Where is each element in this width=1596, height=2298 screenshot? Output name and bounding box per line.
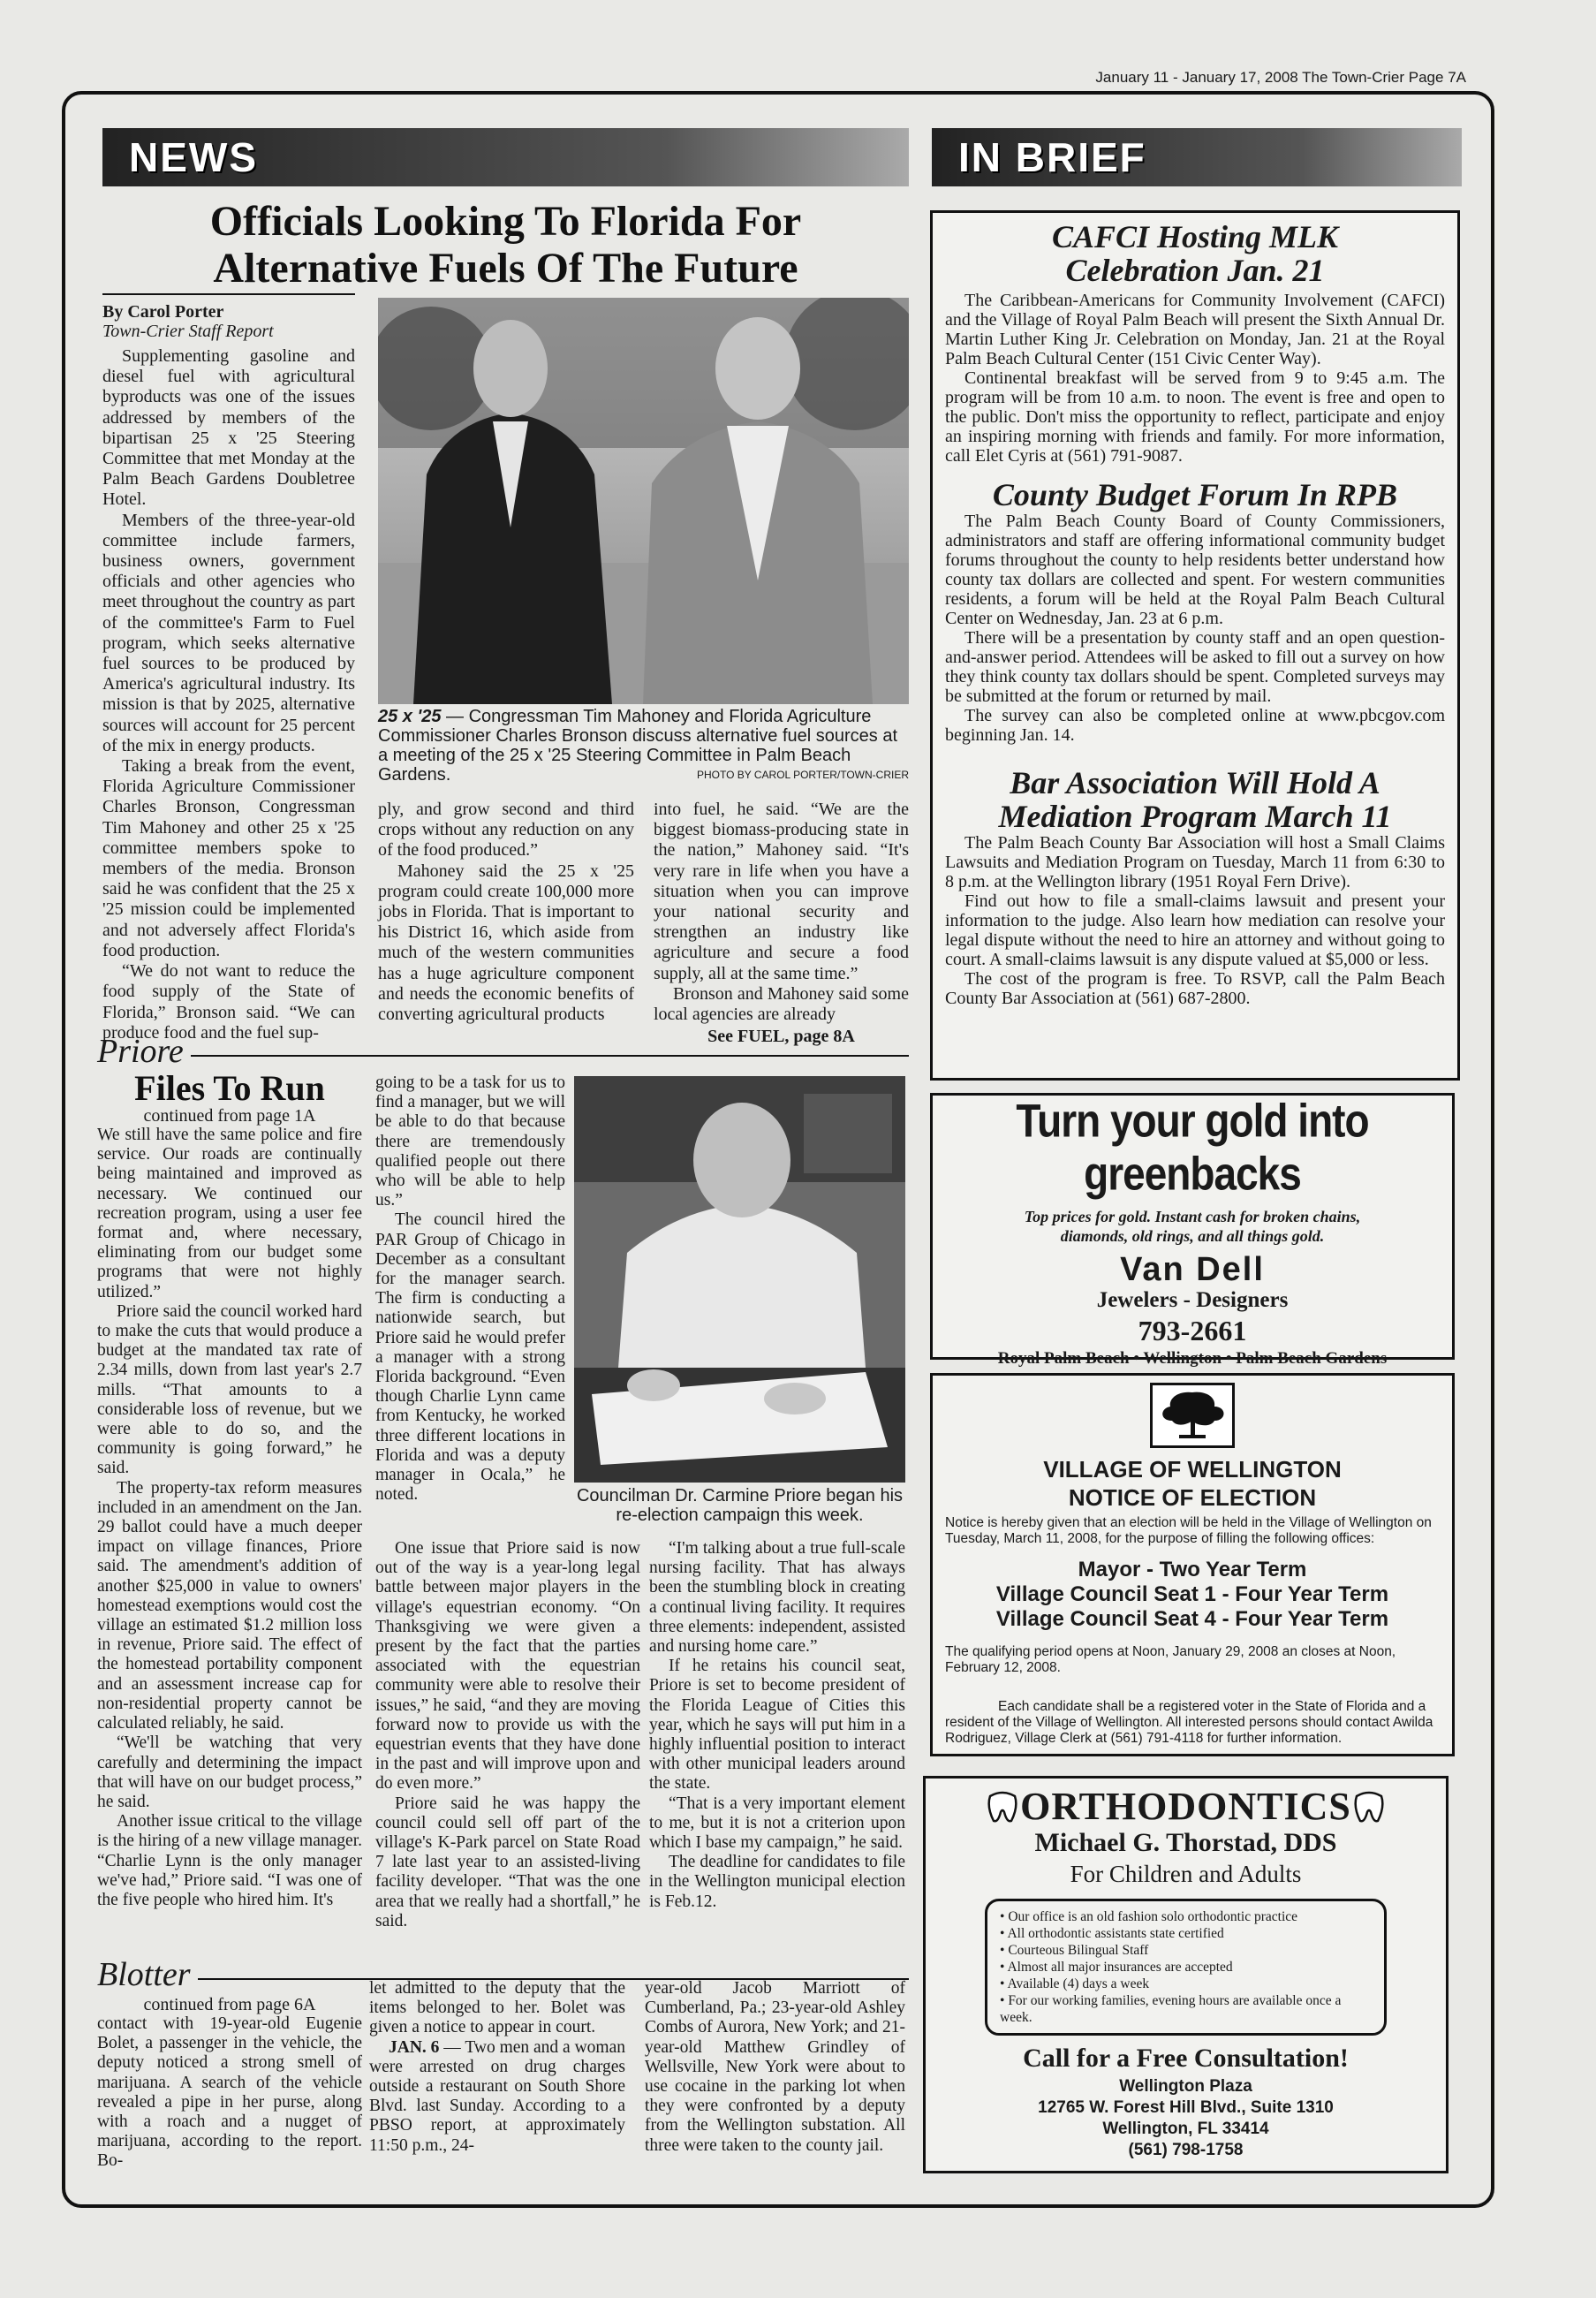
lead-photo bbox=[378, 298, 909, 704]
paragraph: Bronson and Mahoney said some local agencies are already bbox=[654, 983, 909, 1025]
paragraph: going to be a task for us to find a manager, but we will be able to do that because there are tremendously qualified people out there who will be able to help us.” bbox=[375, 1073, 565, 1210]
byline: By Carol Porter bbox=[102, 302, 224, 322]
list-item: • All orthodontic assistants state certified bbox=[1000, 1926, 1224, 1941]
ad-tagline-2: diamonds, old rings, and all things gold. bbox=[1060, 1227, 1325, 1245]
notice-intro: Notice is hereby given that an election will be held in the Village of Wellington on Tuesday, March 11, 2008, for the purpose of filling the following offices: bbox=[945, 1515, 1432, 1546]
lead-photo-image bbox=[378, 298, 909, 704]
brief-headline: Bar Association Will Hold A Mediation Program March 11 bbox=[998, 765, 1392, 834]
brief-body bbox=[945, 833, 1445, 1008]
paragraph: One issue that Priore said is now out of the way is a year-long legal battle between major players in the village's equestrian economy. “On Thanksgiving we were given a present by the fact that the parties associated with the equestrian community were able to resolve their issues,” he said, “and they are moving forward now to provide us with the equestrian events that they have done in the past and will improve upon and do even more.” bbox=[375, 1539, 640, 1794]
priore-column-2-bottom bbox=[375, 1539, 640, 1931]
paragraph: Taking a break from the event, Florida Agriculture Commissioner Charles Bronson, Congressman Tim Mahoney and other 25 x '25 committee members spoke to members of the media. Bronson said he was confident that the 25 x '25 mission could be implemented and not adversely affect Florida's food production. bbox=[102, 756, 355, 960]
paragraph: “We do not want to reduce the food supply of the State of Florida,” Bronson said. “We can produce food and the fuel sup- bbox=[102, 961, 355, 1043]
ortho-address: 12765 W. Forest Hill Blvd., Suite 1310 bbox=[1038, 2098, 1334, 2117]
brief-body bbox=[945, 291, 1445, 466]
ortho-plaza: Wellington Plaza bbox=[1119, 2077, 1252, 2096]
notice-eligibility: Each candidate shall be a registered voter in the State of Florida and a resident of the Village of Wellington. All interested persons should contact Awilda Rodriguez, Village Clerk at (561) 791-4118 for further information. bbox=[945, 1699, 1433, 1746]
paragraph: The Palm Beach County Board of County Commissioners, administrators and staff are offering informational community budget forums throughout the county to help residents better understand how county tax dollars are collected and spent. For western communities residents, a forum will be held at the Royal Palm Beach Cultural Center on Wednesday, Jan. 23 at 6 p.m. bbox=[945, 512, 1445, 628]
lead-column-1 bbox=[102, 293, 355, 1043]
paragraph-text: — Two men and a woman were arrested on drug charges outside a restaurant on South Shore Blvd. last Sunday. According to a PBSO report, at approximately 11:50 p.m., 24- bbox=[369, 2037, 625, 2155]
priore-kicker: Priore bbox=[97, 1033, 184, 1070]
dateline: JAN. 6 bbox=[389, 2037, 440, 2057]
notice-period: The qualifying period opens at Noon, January 29, 2008 an closes at Noon, February 12, 2008. bbox=[945, 1644, 1396, 1675]
notice-title-2: NOTICE OF ELECTION bbox=[1068, 1484, 1317, 1511]
paragraph: Another issue critical to the village is the hiring of a new village manager. “Charlie Lynn is the only manager we've had,” Priore said. “I was one of the five people who hired him. It's bbox=[97, 1812, 362, 1909]
paragraph: contact with 19-year-old Eugenie Bolet, a passenger in the vehicle, the deputy noticed a strong smell of marijuana. A search of the vehicle revealed a pipe in her purse, along with a roach and a nugget of marijuana, according to the report. Bo- bbox=[97, 2014, 362, 2171]
paragraph: let admitted to the deputy that the items belonged to her. Bolet was given a notice to appear in court. bbox=[369, 1979, 625, 2037]
ad-subtitle: Jewelers - Designers bbox=[1096, 1288, 1289, 1312]
tooth-icon bbox=[1351, 1789, 1387, 1824]
vandell-ad[interactable] bbox=[930, 1093, 1455, 1368]
paragraph: The Caribbean-Americans for Community Involvement (CAFCI) and the Village of Royal Palm Beach will present the Sixth Annual Dr. Martin Luther King Jr. Celebration on Monday, Jan. 21 at the Royal Palm Beach Cultural Center (151 Civic Center Way). bbox=[945, 291, 1445, 368]
paragraph: The deadline for candidates to file in the Wellington municipal election is Feb.12. bbox=[649, 1853, 905, 1911]
paragraph: into fuel, he said. “We are the biggest biomass-producing state in the nation,” Mahoney said. “It's very rare in life when you have a situation when you can improve your national security and strengthen an industry like agriculture and secure a food supply, all at the same time.” bbox=[654, 800, 909, 983]
byline-title: Town-Crier Staff Report bbox=[102, 322, 274, 341]
photo-credit: PHOTO BY CAROL PORTER/TOWN-CRIER bbox=[696, 769, 909, 781]
ad-locations: Royal Palm Beach • Wellington • Palm Beach Gardens bbox=[997, 1349, 1388, 1368]
caption-lead: 25 x '25 bbox=[378, 707, 442, 726]
list-item: • Our office is an old fashion solo orthodontic practice bbox=[1000, 1909, 1298, 1924]
lead-column-2 bbox=[378, 800, 634, 1025]
brief-body bbox=[945, 512, 1445, 745]
priore-kicker-row bbox=[97, 1034, 909, 1069]
lead-headline bbox=[102, 199, 909, 292]
continued-line: continued from page 1A bbox=[143, 1106, 316, 1126]
brief-headline: County Budget Forum In RPB bbox=[992, 477, 1398, 512]
wellington-notice-ad bbox=[930, 1373, 1455, 1756]
ortho-feature-list bbox=[1000, 1908, 1372, 2026]
news-label: NEWS bbox=[129, 134, 258, 180]
ortho-title: ORTHODONTICS bbox=[1020, 1785, 1351, 1828]
paragraph: Priore said the council worked hard to make the cuts that would produce a budget at the mandated tax rate of 2.34 mills, down from last year's 2.7 mills. “That amounts to a considerable loss of revenue, but we were able to do so, and the community is going forward,” he said. bbox=[97, 1301, 362, 1478]
list-item: • Available (4) days a week bbox=[1000, 1976, 1150, 1991]
ortho-city: Wellington, FL 33414 bbox=[1102, 2120, 1269, 2138]
in-brief-label: IN BRIEF bbox=[958, 134, 1146, 180]
paragraph: ply, and grow second and third crops without any reduction on any of the food produced.” bbox=[378, 800, 634, 861]
blotter-column-1 bbox=[97, 1995, 362, 2172]
list-item-text: For our working families, evening hours are available once a week. bbox=[1000, 1993, 1342, 2025]
paragraph: Mahoney said the 25 x '25 program could create 100,000 more jobs in Florida. That is important to his District 16, which aside from much of the western communities has a huge agriculture component and needs the economic benefits of converting agricultural products bbox=[378, 861, 634, 1025]
briefs-box bbox=[930, 210, 1460, 1081]
ortho-phone[interactable]: (561) 798-1758 bbox=[1128, 2141, 1244, 2159]
paragraph: “We'll be watching that very carefully and determining the impact that will have on our budget process,” he said. bbox=[97, 1733, 362, 1811]
orthodontics-ad[interactable] bbox=[923, 1776, 1449, 2173]
in-brief-section-bar bbox=[932, 128, 1462, 186]
news-section-bar bbox=[102, 128, 909, 186]
tree-logo-graphic bbox=[1153, 1385, 1232, 1445]
priore-caption: Councilman Dr. Carmine Priore began his re-election campaign this week. bbox=[576, 1486, 904, 1525]
priore-headline: Files To Run bbox=[134, 1068, 325, 1108]
priore-column-3 bbox=[649, 1539, 905, 1912]
lead-column-3 bbox=[654, 800, 909, 1047]
priore-photo bbox=[574, 1076, 905, 1483]
list-item-text: All orthodontic assistants state certified bbox=[1007, 1926, 1224, 1941]
ad-brand: Van Dell bbox=[1120, 1251, 1265, 1288]
paragraph: “That is a very important element to me, but it is not a criterion upon which I base my campaign,” he said. bbox=[649, 1794, 905, 1853]
notice-office: Mayor - Two Year Term bbox=[1078, 1558, 1307, 1581]
caption-text: — Congressman Tim Mahoney and Florida Agriculture Commissioner Charles Bronson discuss alternative fuel sources at a meeting of the 25 x '25 Steering Committee in Palm Beach Gardens. bbox=[378, 707, 898, 785]
ortho-doctor: Michael G. Thorstad, DDS bbox=[1034, 1828, 1337, 1857]
notice-office: Village Council Seat 1 - Four Year Term bbox=[995, 1582, 1389, 1606]
ortho-cta: Call for a Free Consultation! bbox=[1023, 2044, 1349, 2073]
list-item: • Courteous Bilingual Staff bbox=[1000, 1943, 1149, 1958]
priore-photo-image bbox=[574, 1076, 905, 1483]
byline-rule bbox=[102, 293, 355, 295]
blotter-column-2 bbox=[369, 1979, 625, 2156]
paragraph: The Palm Beach County Bar Association will host a Small Claims Lawsuits and Mediation Program on Tuesday, March 11 from 6:30 to 8 p.m. at the Wellington library (1951 Royal Fern Drive). bbox=[945, 833, 1445, 891]
ortho-subtitle: For Children and Adults bbox=[1070, 1861, 1302, 1887]
paragraph: We still have the same police and fire service. Our roads are continually being maintained and improved as necessary. We continued our recreation program, using a user fee format and, where necessary, eliminating from our budget some programs that were not highly utilized.” bbox=[97, 1126, 362, 1301]
ortho-features bbox=[985, 1899, 1387, 2036]
list-item-text: Available (4) days a week bbox=[1007, 1976, 1150, 1991]
tree-logo-icon bbox=[1150, 1383, 1235, 1448]
paragraph: The council hired the PAR Group of Chicago in December as a consultant for the manager search. The firm is conducting a nationwide search, but Priore said he would prefer a manager with a strong Florida background. “Even though Charlie Lynn came from Kentucky, he worked three different locations in Florida and was a deputy manager in Ocala,” he noted. bbox=[375, 1210, 565, 1505]
paragraph: The property-tax reform measures included in an amendment on the Jan. 29 ballot could have a much deeper impact on village finances, Priore said. The amendment's addition of another $25,000 in value to owners' homestead exemptions would cost the village an estimated $1.2 million loss in revenue, Priore said. The effect of the homestead portability component and an assessment increase cap for non-residential property cannot be calculated reliably, he said. bbox=[97, 1478, 362, 1733]
lead-headline-line-2: Alternative Fuels Of The Future bbox=[213, 244, 798, 292]
paragraph: The cost of the program is free. To RSVP, call the Palm Beach County Bar Association at (561) 687-2800. bbox=[945, 969, 1445, 1008]
list-item-text: Courteous Bilingual Staff bbox=[1008, 1943, 1149, 1958]
priore-column-1 bbox=[97, 1106, 362, 1910]
paragraph: Priore said he was happy the council could sell off part of the village's K-Park parcel on State Road 7 late last year to an assisted-living facility developer. “That was the one area that we really had a shortfall,” he said. bbox=[375, 1794, 640, 1930]
priore-column-2-top bbox=[375, 1073, 565, 1505]
blotter-column-3: year-old Jacob Marriott of Cumberland, Pa.; 23-year-old Ashley Combs of Aurora, New York; and 21-year-old Matthew Grindley of Wellsville, New York were about to use cocaine in the parking lot when they were confronted by a deputy from the Wellington substation. All three were taken to the county jail. bbox=[645, 1979, 905, 2155]
continued-line: continued from page 6A bbox=[143, 1995, 316, 2014]
notice-office: Village Council Seat 4 - Four Year Term bbox=[995, 1607, 1389, 1631]
paragraph: Members of the three-year-old committee include farmers, business owners, government officials and other agencies who meet throughout the country as part of the committee's Farm to Fuel program, which seeks alternative fuel sources to be produced by America's agricultural industry. Its mission is that by 2025, alternative sources will account for 25 percent of the mix in energy products. bbox=[102, 510, 355, 755]
blotter-kicker: Blotter bbox=[97, 1956, 191, 1993]
list-item-text: Almost all major insurances are accepted bbox=[1007, 1960, 1233, 1975]
priore-col1-text bbox=[97, 1126, 362, 1910]
list-item: • Almost all major insurances are accepted bbox=[1000, 1960, 1233, 1975]
kicker-rule bbox=[191, 1055, 909, 1057]
lead-headline-line-1: Officials Looking To Florida For bbox=[209, 198, 802, 245]
notice-title-1: VILLAGE OF WELLINGTON bbox=[1043, 1456, 1342, 1483]
paragraph: The survey can also be completed online at www.pbcgov.com beginning Jan. 14. bbox=[945, 706, 1445, 745]
paragraph: If he retains his council seat, Priore is set to become president of the Florida League of Cities this year, which he says will put him in a highly influential position to interact with other municipal leaders around the state. bbox=[649, 1657, 905, 1794]
paragraph: Find out how to file a small-claims lawsuit and present your information to the judge. Also learn how mediation can resolve your legal dispute without the need to hire an attorney and without going to court. A small-claims lawsuit is any dispute valued at $5,000 or less. bbox=[945, 891, 1445, 969]
lead-col1-text bbox=[102, 346, 355, 1043]
ad-phone[interactable]: 793-2661 bbox=[1138, 1315, 1247, 1346]
tooth-icon bbox=[985, 1789, 1020, 1824]
ad-headline: Turn your gold into greenbacks bbox=[1016, 1094, 1369, 1200]
jump-line[interactable]: See FUEL, page 8A bbox=[707, 1027, 855, 1047]
list-item: • For our working families, evening hours are available once a week. bbox=[1000, 1993, 1342, 2025]
paragraph: “I'm talking about a true full-scale nursing facility. That has always been the stumbling block in creating a continual living facility. It requires three elements: independent, assisted and nursing home care.” bbox=[649, 1539, 905, 1657]
ortho-title-row bbox=[934, 1786, 1437, 1828]
running-head: January 11 - January 17, 2008 The Town-Crier Page 7A bbox=[1095, 69, 1466, 86]
brief-headline: CAFCI Hosting MLK Celebration Jan. 21 bbox=[1051, 219, 1339, 288]
paragraph: There will be a presentation by county staff and an open question-and-answer period. Attendees will be asked to fill out a survey on how they think county tax dollars should be spent. Completed surveys may be submitted at the forum or returned by mail. bbox=[945, 628, 1445, 706]
ad-tagline-1: Top prices for gold. Instant cash for broken chains, bbox=[1024, 1208, 1361, 1225]
paragraph: Continental breakfast will be served from 9 to 9:45 a.m. The program will be from 10 a.m. to noon. The event is free and open to the public. Don't miss the opportunity to reflect, participate and enjoy an inspiring morning with friends and family. For more information, call Elet Cyris at (561) 791-9087. bbox=[945, 368, 1445, 466]
list-item-text: Our office is an old fashion solo orthodontic practice bbox=[1008, 1909, 1298, 1924]
paragraph: Supplementing gasoline and diesel fuel with agricultural byproducts was one of the issues addressed by members of the bipartisan 25 x '25 Steering Committee that met Monday at the Palm Beach Gardens Doubletree Hotel. bbox=[102, 346, 355, 510]
